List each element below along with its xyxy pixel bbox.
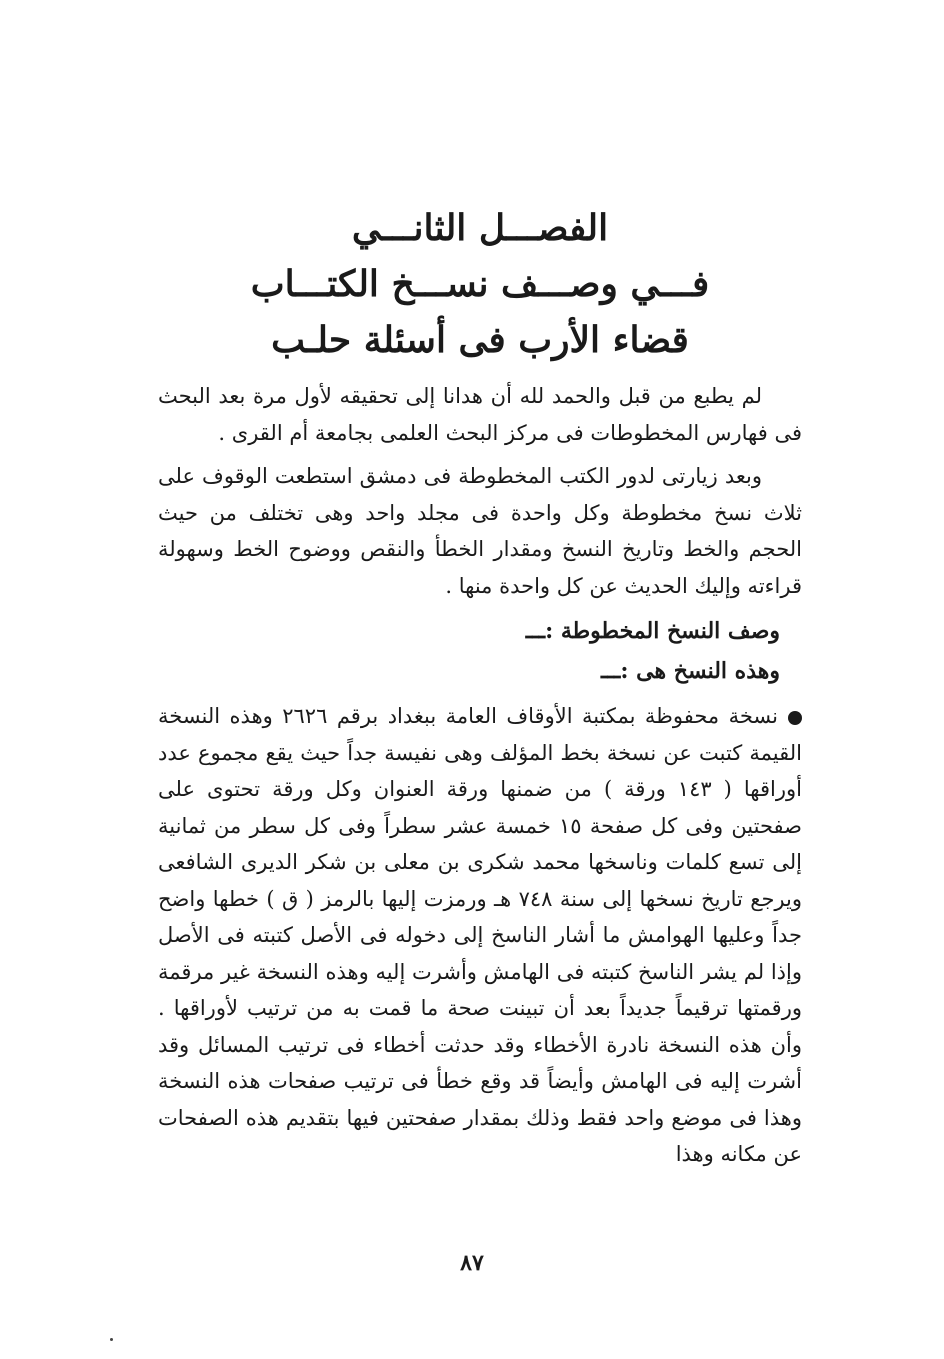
scan-speck	[110, 1338, 113, 1341]
chapter-heading	[150, 200, 810, 368]
section-subheading-description: وصف النسخ المخطوطة :ـــ	[525, 618, 780, 644]
bullet-icon	[788, 711, 802, 725]
body-text	[158, 378, 802, 1173]
section-subheading-copies: وهذه النسخ هى :ـــ	[601, 658, 780, 684]
chapter-title: الفصـــل الثانـــي	[351, 207, 609, 249]
paragraph-visits: وبعد زيارتى لدور الكتب المخطوطة فى دمشق استطعت الوقوف على ثلاث نسخ مخطوطة وكل واحدة فى مجلد واحد وهى تختلف من حيث الحجم والخط وتاريخ النسخ ومقدار الخطأ والنقص ووضوح الخط وسهولة قراءته وإليك الحديث عن كل واحدة منها .	[158, 464, 802, 598]
page-number: ٨٧	[460, 1250, 484, 1276]
book-title: قضاء الأرب فى أسئلة حلـب	[271, 319, 689, 361]
paragraph-first-copy-text: نسخة محفوظة بمكتبة الأوقاف العامة ببغداد برقم ٢٦٢٦ وهذه النسخة القيمة كتبت عن نسخة بخط المؤلف وهى نفيسة جداً حيث يقع مجموع عدد أوراقها ( ١٤٣ ورقة ) من ضمنها ورقة العنوان وكل ورقة تحتوى على صفحتين وفى كل صفحة ١٥ خمسة عشر سطراً وفى كل سطر من ثمانية إلى تسع كلمات وناسخها محمد شكرى بن معلى بن شكر الديرى الشافعى ويرجع تاريخ نسخها إلى سنة ٧٤٨ هـ ورمزت إليها بالرمز ( ق ) خطها واضح جداً وعليها الهوامش ما أشار الناسخ إلى دخوله فى الأصل كتبته فى الأصل وإذا لم يشر الناسخ كتبته فى الهامش وأشرت إليه وهذه النسخة غير مرقمة ورقمتها ترقيماً جديداً بعد أن تبينت صحة ما قمت به من ترتيب لأوراقها . وأن هذه النسخة نادرة الأخطاء وقد حدثت أخطاء فى ترتيب المسائل وقد أشرت إليه فى الهامش وأيضاً قد وقع خطأ فى ترتيب صفحات هذه النسخة وهذا فى موضع واحد فقط وذلك بمقدار صفحتين فيها بتقديم هذه الصفحات عن مكانه وهذا	[158, 704, 802, 1166]
chapter-subtitle: فـــي وصـــف نســـخ الكتـــاب	[250, 263, 710, 305]
paragraph-intro: لم يطبع من قبل والحمد لله أن هدانا إلى تحقيقه لأول مرة بعد البحث فى فهارس المخطوطات فى مركز البحث العلمى بجامعة أم القرى .	[158, 384, 802, 445]
paragraph-first-copy	[158, 698, 802, 1173]
